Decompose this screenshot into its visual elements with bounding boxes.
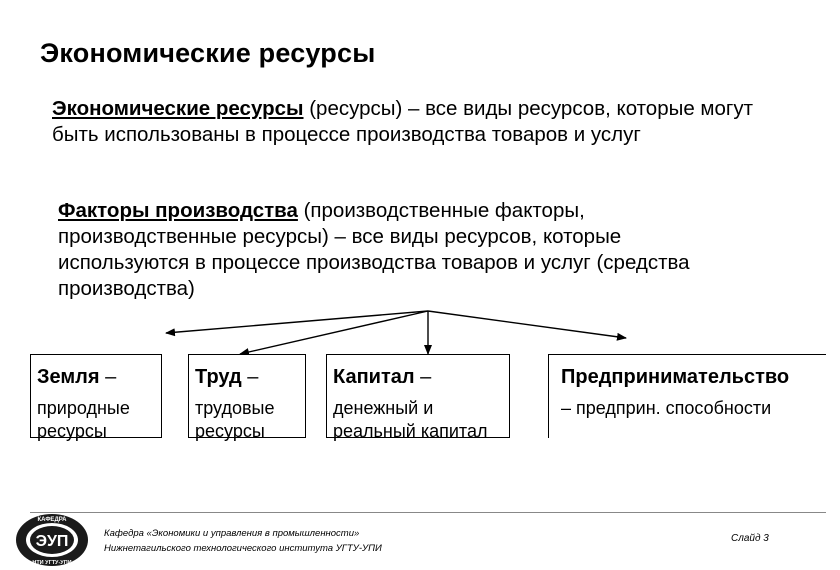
footer-line-2: Нижнетагильского технологического института УГТУ-УПИ — [104, 543, 382, 554]
factor-name: Капитал — [333, 366, 415, 388]
slide-number: Слайд 3 — [731, 533, 769, 544]
logo-ring-top: КАФЕДРА — [37, 517, 67, 523]
factor-box-labor — [188, 354, 306, 441]
definition-text: (ресурсы) – все виды ресурсов, которые могут быть использованы в процессе производства товаров и услуг — [52, 97, 754, 146]
department-logo — [14, 512, 90, 568]
arrow-to-land — [166, 311, 428, 333]
factor-dash: – — [414, 366, 432, 388]
footer-divider — [30, 512, 826, 513]
factor-desc-line: реальный капитал — [333, 421, 488, 441]
factor-desc-line: ресурсы — [195, 421, 265, 441]
slide-title: Экономические ресурсы — [40, 38, 376, 68]
logo-text: ЭУП — [35, 533, 69, 550]
definition-term: Факторы производства — [58, 199, 298, 222]
factor-desc-line: денежный и — [333, 398, 434, 418]
factor-name: Труд — [195, 366, 242, 388]
factor-desc-line: природные — [37, 398, 130, 418]
factor-desc-line: – предприн. способности — [561, 398, 772, 418]
factor-name: Предпринимательство — [561, 366, 790, 388]
footer-text — [104, 526, 382, 556]
factor-box-capital — [326, 354, 510, 441]
factor-dash: – — [99, 366, 117, 388]
factor-desc-line: трудовые — [195, 398, 275, 418]
definition-text: (производственные факторы, производственные ресурсы) – все виды ресурсов, которые используются в процессе производства товаров и услуг (средства производства) — [58, 199, 690, 300]
factor-name: Земля — [37, 366, 100, 388]
footer-line-1: Кафедра «Экономики и управления в промышленности» — [104, 528, 360, 539]
logo-ring-bottom: НТИ УГТУ-УПИ — [32, 560, 72, 566]
factor-box-entrepreneurship — [548, 354, 826, 438]
definition-term: Экономические ресурсы — [52, 97, 304, 120]
arrow-to-entrepreneurship — [428, 311, 626, 338]
factor-dash: – — [241, 366, 259, 388]
factor-box-land — [30, 354, 162, 441]
arrow-to-labor — [240, 311, 428, 354]
factor-desc-line: ресурсы — [37, 421, 107, 441]
